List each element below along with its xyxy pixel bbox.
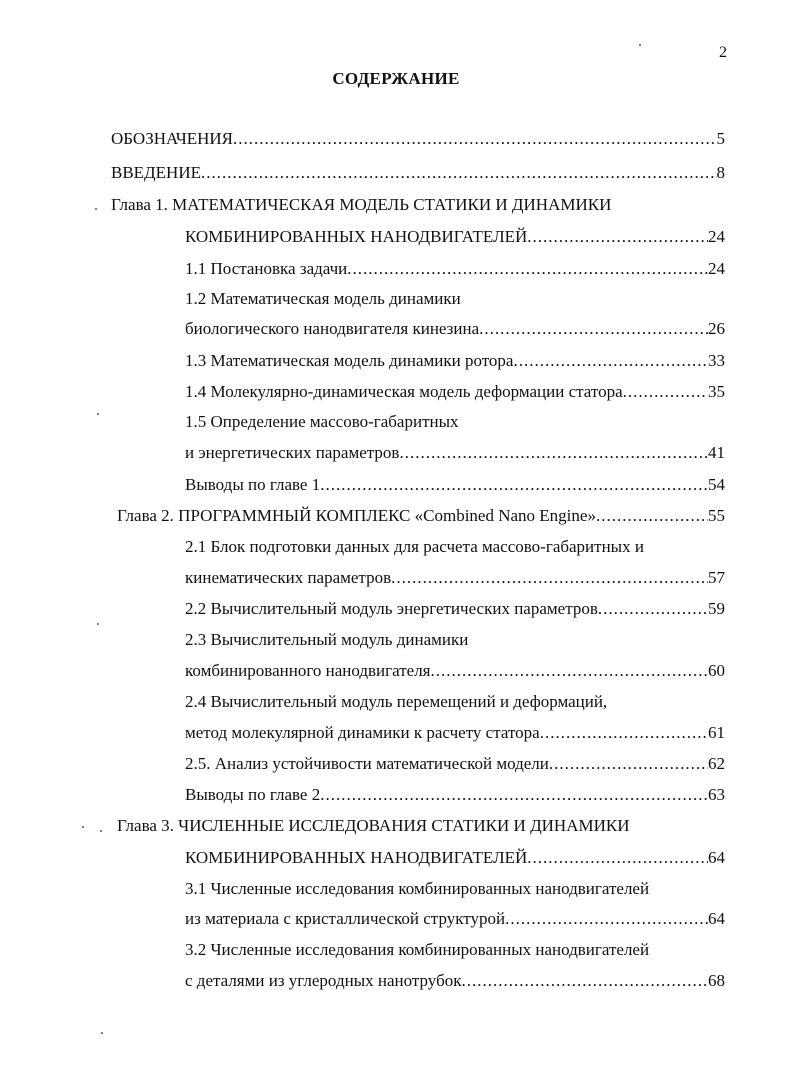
toc-entry-text: 3.1 Численные исследования комбинированных нанодвигателей: [185, 879, 650, 898]
toc-conclusions-1[interactable]: [185, 472, 725, 498]
toc-entry-text: и энергетических параметров: [185, 443, 400, 462]
toc-entry-text: Глава 3. ЧИСЛЕННЫЕ ИССЛЕДОВАНИЯ СТАТИКИ И ДИНАМИКИ: [117, 816, 630, 835]
toc-chapter-1[interactable]: [185, 224, 725, 250]
toc-entry-text: 2.5. Анализ устойчивости математической модели: [185, 754, 549, 773]
toc-entry-text: 1.1 Постановка задачи: [185, 259, 348, 278]
toc-entry-text: 1.5 Определение массово-габаритных: [185, 412, 459, 431]
toc-page-number: 57: [708, 568, 725, 587]
toc-section-3-1-heading[interactable]: [185, 876, 725, 902]
toc-page-number: 60: [708, 661, 725, 680]
toc-page-number: 24: [708, 227, 725, 246]
toc-chapter-2[interactable]: [117, 503, 725, 529]
toc-entry-text: 3.2 Численные исследования комбинированных нанодвигателей: [185, 940, 650, 959]
leader-dots: [201, 160, 717, 186]
toc-page-number: 33: [708, 351, 725, 370]
toc-entry-text: 1.4 Молекулярно-динамическая модель деформации статора: [185, 382, 623, 401]
toc-page-number: 63: [708, 785, 725, 804]
toc-page-number: 61: [708, 723, 725, 742]
leader-dots: [549, 751, 708, 777]
toc-section-3-2-heading[interactable]: [185, 937, 725, 963]
toc-chapter-3[interactable]: [185, 845, 725, 871]
toc-section-2-2[interactable]: [185, 596, 725, 622]
toc-entry-vvedenie[interactable]: [111, 160, 725, 186]
toc-section-1-2[interactable]: [185, 316, 725, 342]
toc-section-1-2-heading[interactable]: [185, 286, 725, 312]
toc-entry-text: Выводы по главе 1: [185, 475, 321, 494]
toc-conclusions-2[interactable]: [185, 782, 725, 808]
toc-section-2-4-heading[interactable]: [185, 689, 725, 715]
toc-page-number: 35: [708, 382, 725, 401]
toc-entry-text: 1.2 Математическая модель динамики: [185, 289, 461, 308]
toc-entry-text: биологического нанодвигателя кинезина: [185, 319, 480, 338]
toc-entry-text: с деталями из углеродных нанотрубок: [185, 971, 462, 990]
toc-section-2-3[interactable]: [185, 658, 725, 684]
toc-page-number: 8: [716, 163, 725, 182]
toc-section-2-4[interactable]: [185, 720, 725, 746]
toc-entry-text: ВВЕДЕНИЕ: [111, 163, 201, 182]
scan-speck: [639, 44, 641, 46]
toc-chapter-1-heading[interactable]: [111, 192, 725, 218]
toc-section-1-5[interactable]: [185, 440, 725, 466]
toc-page-number: 41: [708, 443, 725, 462]
toc-section-2-1-heading[interactable]: [185, 534, 725, 560]
leader-dots: [623, 379, 708, 405]
toc-entry-text: кинематических параметров: [185, 568, 392, 587]
toc-chapter-3-heading[interactable]: [117, 813, 725, 839]
leader-dots: [399, 440, 708, 466]
toc-page-number: 64: [708, 848, 725, 867]
toc-section-1-1[interactable]: [185, 256, 725, 282]
toc-entry-oboznacheniya[interactable]: [111, 126, 725, 152]
scan-speck: [100, 830, 102, 832]
toc-entry-text: 1.3 Математическая модель динамики ротора: [185, 351, 514, 370]
toc-entry-text: метод молекулярной динамики к расчету статора: [185, 723, 540, 742]
toc-page-number: 55: [708, 506, 725, 525]
scan-speck: [95, 208, 97, 210]
toc-entry-text: ОБОЗНАЧЕНИЯ: [111, 129, 234, 148]
toc-entry-text: 2.4 Вычислительный модуль перемещений и деформаций,: [185, 692, 608, 711]
toc-entry-text: КОМБИНИРОВАННЫХ НАНОДВИГАТЕЛЕЙ: [185, 848, 528, 867]
leader-dots: [505, 906, 708, 932]
toc-entry-text: Глава 1. МАТЕМАТИЧЕСКАЯ МОДЕЛЬ СТАТИКИ И ДИНАМИКИ: [111, 195, 612, 214]
leader-dots: [233, 126, 716, 152]
toc-entry-text: 2.1 Блок подготовки данных для расчета массово-габаритных и: [185, 537, 644, 556]
toc-page-number: 26: [708, 319, 725, 338]
leader-dots: [391, 565, 708, 591]
toc-entry-text: комбинированного нанодвигателя: [185, 661, 431, 680]
toc-entry-text: Глава 2. ПРОГРАММНЫЙ КОМПЛЕКС «Combined Nano Engine»: [117, 506, 596, 525]
leader-dots: [540, 720, 708, 746]
leader-dots: [320, 782, 708, 808]
toc-section-3-1[interactable]: [185, 906, 725, 932]
toc-section-2-1[interactable]: [185, 565, 725, 591]
toc-entry-text: КОМБИНИРОВАННЫХ НАНОДВИГАТЕЛЕЙ: [185, 227, 528, 246]
toc-page-number: 68: [708, 971, 725, 990]
leader-dots: [347, 256, 708, 282]
toc-page-number: 24: [708, 259, 725, 278]
toc-entry-text: 2.3 Вычислительный модуль динамики: [185, 630, 469, 649]
toc-section-1-5-heading[interactable]: [185, 409, 725, 435]
toc-section-3-2[interactable]: [185, 968, 725, 994]
toc-page-number: 64: [708, 909, 725, 928]
page-number: 2: [719, 44, 727, 61]
leader-dots: [513, 348, 708, 374]
toc-page-number: 5: [716, 129, 725, 148]
scan-speck: [97, 623, 99, 625]
leader-dots: [527, 224, 708, 250]
toc-entry-text: Выводы по главе 2: [185, 785, 321, 804]
toc-section-2-5[interactable]: [185, 751, 725, 777]
scan-speck: [101, 1032, 103, 1034]
toc-section-2-3-heading[interactable]: [185, 627, 725, 653]
toc-page-number: 59: [708, 599, 725, 618]
leader-dots: [320, 472, 708, 498]
leader-dots: [431, 658, 709, 684]
toc-page-number: 54: [708, 475, 725, 494]
leader-dots: [596, 503, 708, 529]
toc-page-number: 62: [708, 754, 725, 773]
toc-entry-text: 2.2 Вычислительный модуль энергетических параметров: [185, 599, 598, 618]
leader-dots: [479, 316, 708, 342]
scan-speck: [82, 826, 84, 828]
toc-section-1-3[interactable]: [185, 348, 725, 374]
leader-dots: [527, 845, 708, 871]
scan-speck: [97, 413, 99, 415]
toc-section-1-4[interactable]: [185, 379, 725, 405]
page-title: СОДЕРЖАНИЕ: [332, 69, 460, 88]
toc-entry-text: из материала с кристаллической структурой: [185, 909, 506, 928]
leader-dots: [461, 968, 708, 994]
leader-dots: [598, 596, 708, 622]
